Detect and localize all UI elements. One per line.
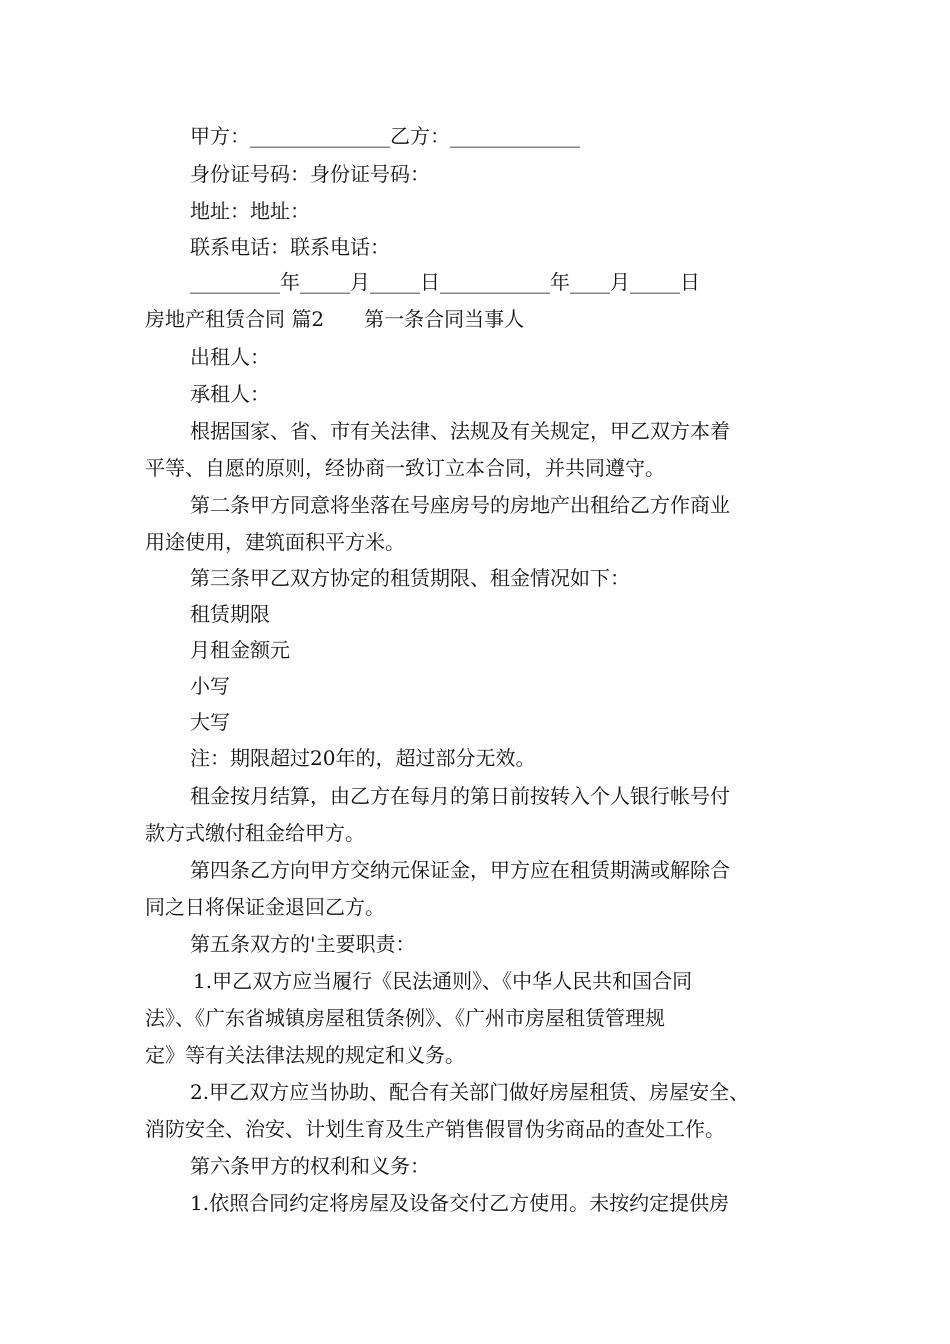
address-line: 地址：地址： xyxy=(190,199,310,223)
date-line: _________年_____月_____日___________年____月_____日 xyxy=(190,270,700,294)
lessee-line: 承租人： xyxy=(190,382,270,406)
paragraph-line: 法》、《广东省城镇房屋租赁条例》、《广州市房屋租赁管理规 xyxy=(145,1006,665,1030)
paragraph-line: 平等、自愿的原则，经协商一致订立本合同，并共同遵守。 xyxy=(145,456,665,480)
list-item-line: 1.依照合同约定将房屋及设备交付乙方使用。未按约定提供房 xyxy=(190,1191,730,1215)
paragraph-line: 款方式缴付租金给甲方。 xyxy=(145,821,365,845)
paragraph-line: 租金按月结算，由乙方在每月的第日前按转入个人银行帐号付 xyxy=(190,784,730,808)
article-2-line: 第二条甲方同意将坐落在号座房号的房地产出租给乙方作商业 xyxy=(190,493,730,517)
list-item-line: 1.甲乙双方应当履行《民法通则》、《中华人民共和国合同 xyxy=(193,969,693,993)
article-5-line: 第五条双方的'主要职责： xyxy=(190,932,416,956)
amount-uppercase-line: 大写 xyxy=(190,710,230,734)
section-heading: 房地产租赁合同 篇2 第一条合同当事人 xyxy=(145,307,525,331)
paragraph-line: 定》等有关法律法规的规定和义务。 xyxy=(145,1043,465,1067)
phone-line: 联系电话：联系电话： xyxy=(190,235,390,259)
paragraph-line: 消防安全、治安、计划生育及生产销售假冒伪劣商品的查处工作。 xyxy=(145,1117,725,1141)
article-4-line: 第四条乙方向甲方交纳元保证金，甲方应在租赁期满或解除合 xyxy=(190,858,730,882)
lease-term-line: 租赁期限 xyxy=(190,602,270,626)
paragraph-line: 同之日将保证金退回乙方。 xyxy=(145,895,385,919)
article-6-line: 第六条甲方的权利和义务： xyxy=(190,1154,430,1178)
list-item-line: 2.甲乙双方应当协助、配合有关部门做好房屋租赁、房屋安全、 xyxy=(190,1080,750,1104)
lessor-line: 出租人： xyxy=(190,345,270,369)
party-signature-line: 甲方：______________乙方：_____________ xyxy=(190,124,580,148)
paragraph-line: 用途使用，建筑面积平方米。 xyxy=(145,530,405,554)
monthly-rent-line: 月租金额元 xyxy=(190,638,290,662)
id-number-line: 身份证号码：身份证号码： xyxy=(190,162,430,186)
article-3-line: 第三条甲乙双方协定的租赁期限、租金情况如下： xyxy=(190,566,630,590)
amount-lowercase-line: 小写 xyxy=(190,674,230,698)
paragraph-line: 根据国家、省、市有关法律、法规及有关规定，甲乙双方本着 xyxy=(190,419,730,443)
note-line: 注：期限超过20年的，超过部分无效。 xyxy=(190,746,536,770)
